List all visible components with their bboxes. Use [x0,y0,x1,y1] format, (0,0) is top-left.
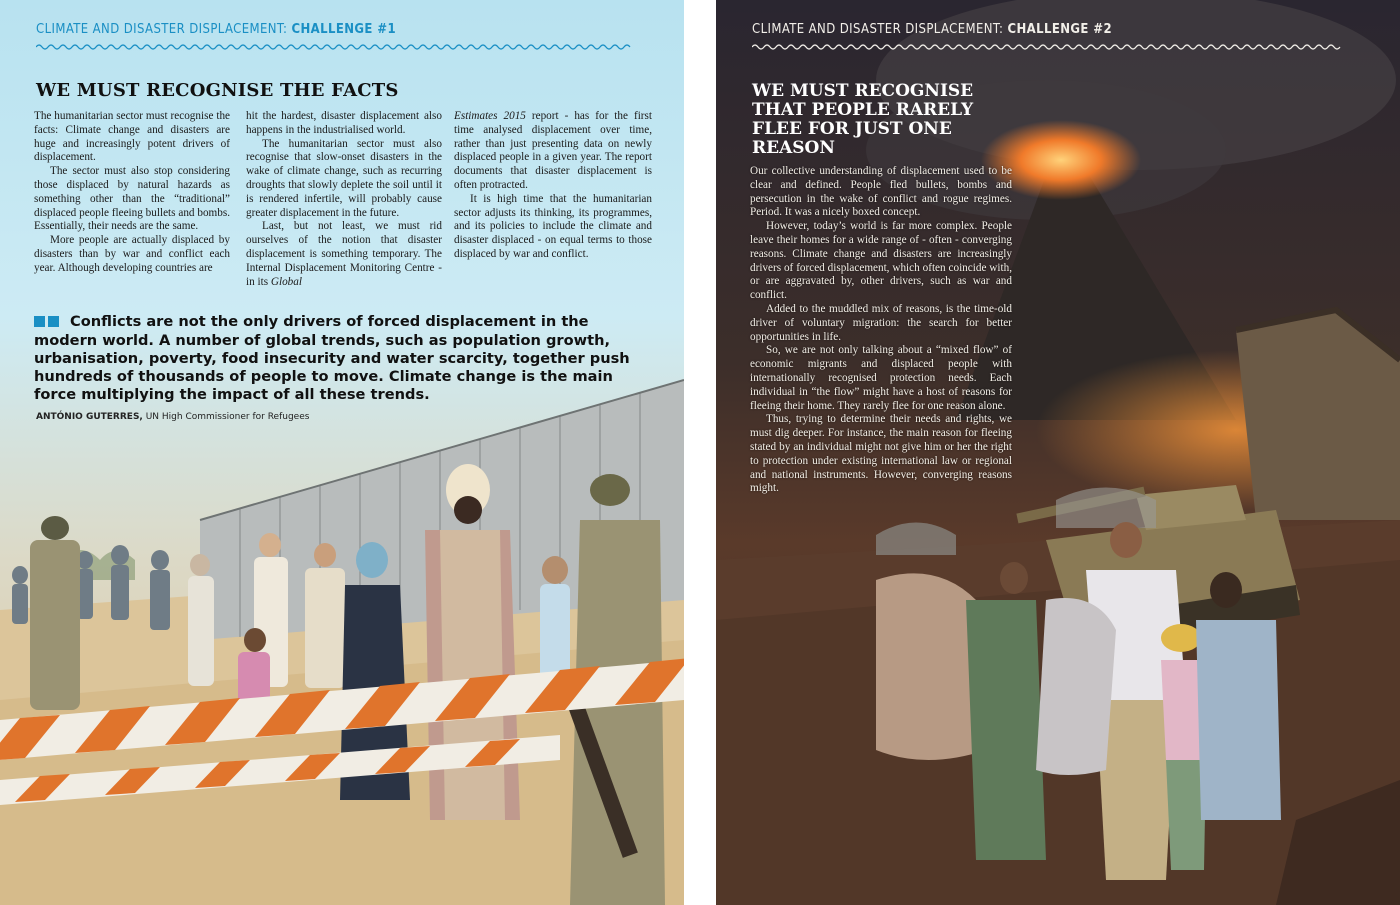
paragraph: The humanitarian sector must recognise the facts: Climate change and disasters are huge and increasingly potent drivers of displacement. [34,110,230,164]
pull-quote [34,313,634,404]
quote-marker-icon [34,314,62,332]
paragraph [454,110,652,193]
italic-text: Global [270,275,302,288]
wave-divider [752,42,1366,52]
kicker-challenge: CHALLENGE #2 [1007,22,1113,37]
paragraph [246,220,442,289]
paragraph: Added to the muddled mix of reasons, is the time-old driver of voluntary migration: the search for better opportunities in life. [750,302,1012,343]
paragraph: Our collective understanding of displacement used to be clear and defined. People fled bullets, bombs and persecution in the wake of conflict and rogue regimes. Period. It was a nicely boxed concept. [750,165,1012,219]
body-column [750,165,1012,496]
kicker-challenge: CHALLENGE #1 [291,22,397,37]
paragraph: It is high time that the humanitarian sector adjusts its thinking, its programmes, and its policies to include the climate and disaster displaced - on equal terms to those displaced by war and conflict. [454,192,652,260]
page-title: WE MUST RECOGNISE THAT PEOPLE RARELY FLEE FOR JUST ONE REASON [752,81,974,158]
left-page [0,0,684,905]
page-gutter [684,0,716,905]
paragraph-text: Last, but not least, we must rid ourselves of the notion that disaster displacement is something temporary. The Internal Displacement Monitoring Centre - in its [246,220,442,288]
kicker-prefix: CLIMATE AND DISASTER DISPLACEMENT: [752,22,1004,37]
italic-text: Estimates 2015 [454,110,526,122]
quote-text: Conflicts are not the only drivers of forced displacement in the modern world. A number of global trends, such as population growth, urbanisation, poverty, food insecurity and water scarcity, together push hundreds of thousands of people to move. Climate change is the main force multiplying the impact of all these trends. [34,313,630,403]
page-title: WE MUST RECOGNISE THE FACTS [36,80,399,101]
body-column-1 [34,110,230,276]
paragraph: However, today’s world is far more complex. People leave their homes for a wide range of - often - converging reasons. Climate change and disasters are increasingly drivers of forced displacement, which often coincide with, or are aggravated by, other drivers, such as war and conflict. [750,220,1012,302]
quote-author: ANTÓNIO GUTERRES, [36,412,143,422]
paragraph: hit the hardest, disaster displacement also happens in the industrialised world. [246,110,442,136]
paragraph: Thus, trying to determine their needs and rights, we must dig deeper. For instance, the main reason for fleeing stated by an individual might not give him or her the right to protection under existing international law or regional and national instruments. However, converging reasons might. [750,413,1012,495]
kicker-prefix: CLIMATE AND DISASTER DISPLACEMENT: [36,22,288,37]
paragraph-text: report - has for the first time analysed displacement over time, rather than just presenting data on newly displaced people in a given year. The report documents that disaster displacement is often protracted. [454,110,652,191]
right-page [716,0,1400,905]
wave-divider [36,42,650,52]
paragraph: So, we are not only talking about a “mixed flow” of economic migrants and displaced people with internationally recognised protection needs. Each individual in “the flow” might have a host of reasons for fleeing their home. They rarely flee for one reason alone. [750,344,1012,412]
quote-author-role: UN High Commissioner for Refugees [142,412,310,422]
kicker [36,22,396,37]
body-column-2 [246,110,442,289]
paragraph: The humanitarian sector must also recognise that slow-onset disasters in the wake of climate change, such as recurring droughts that slowly deplete the soil until it is rendered infertile, will probably cause greater displacement in the future. [246,137,442,219]
paragraph: The sector must also stop considering those displaced by natural hazards as something other than the “traditional” displaced people fleeing bullets and bombs. Essentially, their needs are the same. [34,165,230,233]
paragraph: More people are actually displaced by disasters than by war and conflict each year. Although developing countries are [34,234,230,274]
kicker [752,22,1112,37]
body-column-3 [454,110,652,262]
quote-attribution [36,412,309,422]
